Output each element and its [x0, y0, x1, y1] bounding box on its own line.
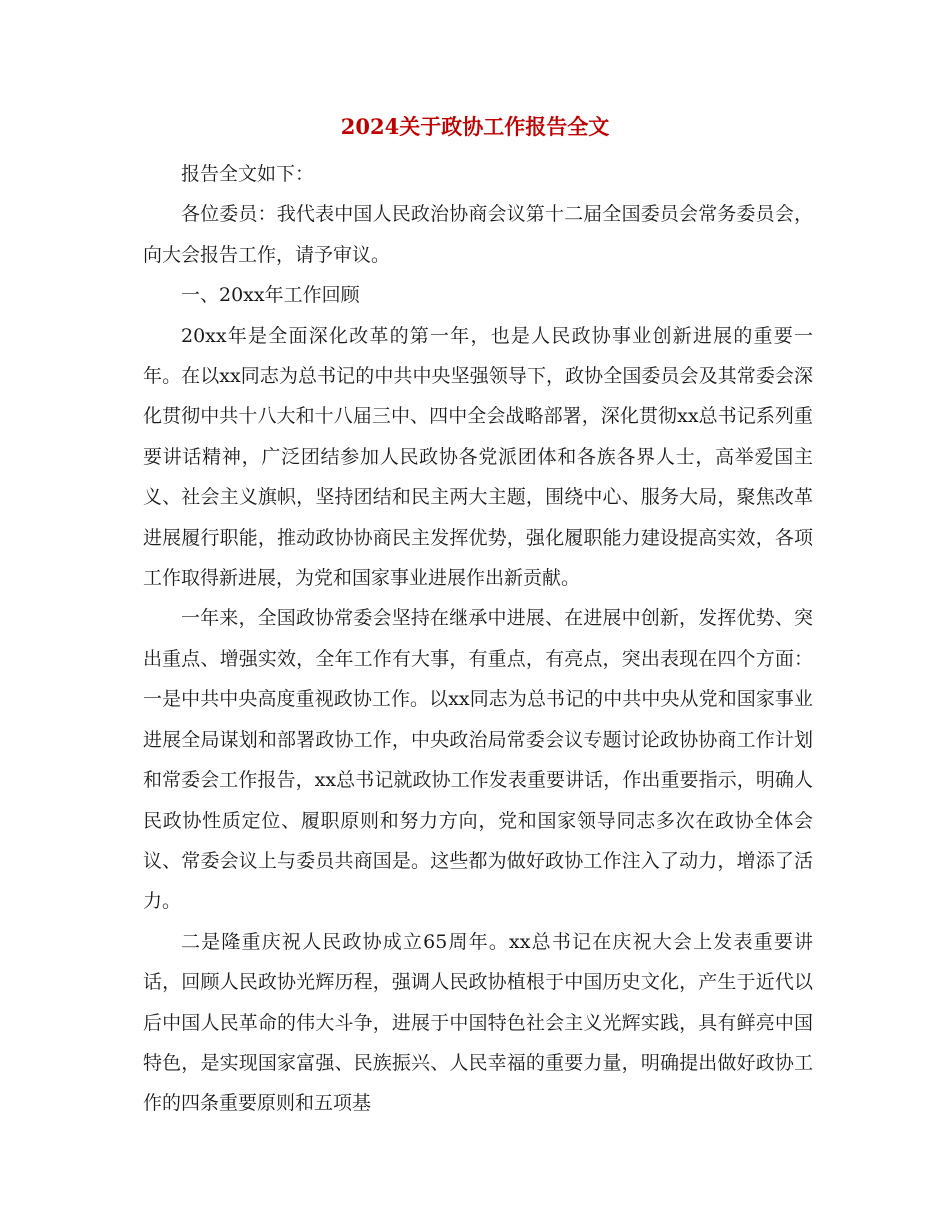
document-title: 2024关于政协工作报告全文: [340, 114, 610, 139]
paragraph-salutation: 各位委员：我代表中国人民政治协商会议第十二届全国委员会常务委员会，向大会报告工作，请予审议。: [143, 203, 813, 266]
paragraph-intro: 报告全文如下：: [181, 163, 315, 185]
paragraph: 一年来，全国政协常委会坚持在继承中进展、在进展中创新，发挥优势、突出重点、增强实效，全年工作有大事，有重点，有亮点，突出表现在四个方面：一是中共中央高度重视政协工作。以xx同志为总书记的中共中央从党和国家事业进展全局谋划和部署政协工作，中央政治局常委会议专题讨论政协协商工作计划和常委会工作报告，xx总书记就政协工作发表重要讲话，作出重要指示，明确人民政协性质定位、履职原则和努力方向，党和国家领导同志多次在政协全体会议、常委会议上与委员共商国是。这些都为做好政协工作注入了动力，增添了活力。: [143, 607, 813, 913]
document-body: [143, 154, 813, 1124]
paragraph: 20xx年是全面深化改革的第一年，也是人民政协事业创新进展的重要一年。在以xx同志为总书记的中共中央坚强领导下，政协全国委员会及其常委会深化贯彻中共十八大和十八届三中、四中全会战略部署，深化贯彻xx总书记系列重要讲话精神，广泛团结参加人民政协各党派团体和各族各界人士，高举爱国主义、社会主义旗帜，坚持团结和民主两大主题，围绕中心、服务大局，聚焦改革进展履行职能，推动政协协商民主发挥优势，强化履职能力建设提高实效，各项工作取得新进展，为党和国家事业进展作出新贡献。: [143, 324, 813, 590]
section-heading: 一、20xx年工作回顾: [181, 284, 360, 307]
paragraph: 二是隆重庆祝人民政协成立65周年。xx总书记在庆祝大会上发表重要讲话，回顾人民政协光辉历程，强调人民政协植根于中国历史文化，产生于近代以后中国人民革命的伟大斗争，进展于中国特色社会主义光辉实践，具有鲜亮中国特色，是实现国家富强、民族振兴、人民幸福的重要力量，明确提出做好政协工作的四条重要原则和五项基: [143, 930, 813, 1115]
